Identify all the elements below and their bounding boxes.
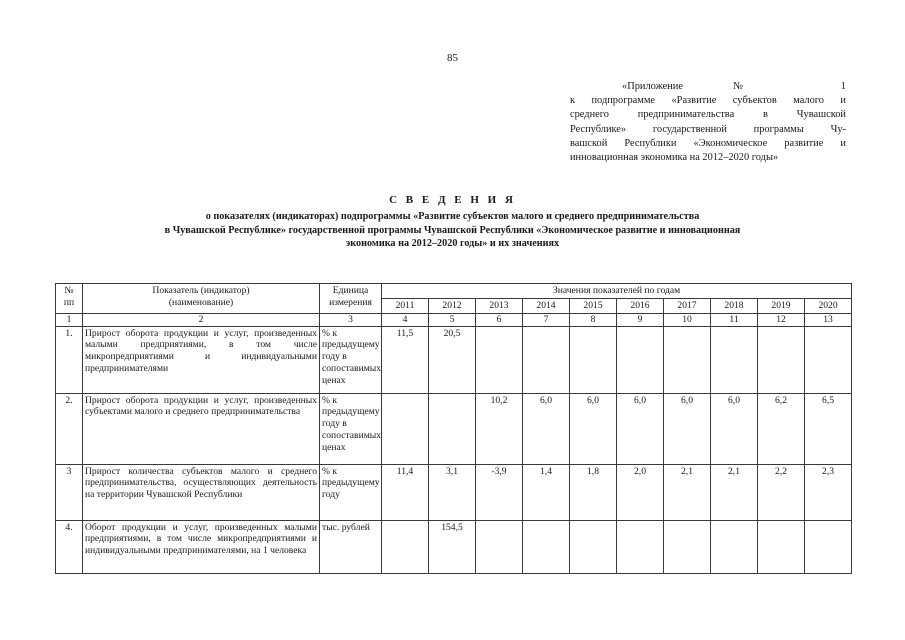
document-title: С В Е Д Е Н И Я: [389, 194, 516, 206]
header-indicator-line: Показатель (индикатор): [152, 285, 250, 296]
header-year: 2014: [523, 298, 570, 313]
table-body: [56, 284, 852, 574]
subtitle-line: о показателях (индикаторах) подпрограммы «Развитие субъектов малого и среднего предпринимательства: [205, 211, 700, 222]
indicator-value: [758, 326, 805, 393]
indicator-value: [805, 520, 852, 573]
indicator-value: [617, 326, 664, 393]
column-number: 11: [711, 313, 758, 326]
unit-of-measure: тыс. рублей: [320, 520, 382, 573]
table-row: [56, 464, 852, 520]
indicator-value: [476, 326, 523, 393]
appendix-line: к подпрограмме «Развитие субъектов малого и: [570, 95, 846, 107]
unit-of-measure: % к предыдущему году: [320, 464, 382, 520]
column-number: 4: [382, 313, 429, 326]
unit-of-measure: % к предыдущему году в сопоставимых ценах: [320, 393, 382, 464]
indicator-value: 6,5: [805, 393, 852, 464]
indicator-value: [523, 520, 570, 573]
row-number: 1.: [56, 326, 83, 393]
indicator-value: [758, 520, 805, 573]
header-unit-line: измерения: [329, 296, 372, 308]
page-number: 85: [447, 52, 458, 64]
header-year: 2015: [570, 298, 617, 313]
indicator-value: [570, 520, 617, 573]
indicator-value: 2,1: [711, 464, 758, 520]
indicator-value: 1,8: [570, 464, 617, 520]
header-year: 2013: [476, 298, 523, 313]
indicator-value: 20,5: [429, 326, 476, 393]
column-number: 13: [805, 313, 852, 326]
row-number: 3: [56, 464, 83, 520]
header-year: 2017: [664, 298, 711, 313]
table-row: [56, 326, 852, 393]
column-number: 1: [56, 313, 83, 326]
indicator-value: [805, 326, 852, 393]
indicator-value: [476, 520, 523, 573]
indicator-value: -3,9: [476, 464, 523, 520]
indicator-value: 2,3: [805, 464, 852, 520]
indicator-value: 6,0: [711, 393, 758, 464]
column-number: 2: [83, 313, 320, 326]
indicator-value: 6,0: [664, 393, 711, 464]
header-indicator-line: (наименование): [168, 296, 234, 308]
appendix-line: Республике» государственной программы Чу-: [570, 123, 846, 135]
indicator-value: 2,2: [758, 464, 805, 520]
indicator-name: Прирост оборота продукции и услуг, произведенных малыми предприятиями, в том числе микропредприятиями и индивидуальными предпринимателями: [83, 326, 320, 393]
header-unit-line: Единица: [332, 285, 369, 296]
indicator-name: Оборот продукции и услуг, произведенных малыми предприятиями, в том числе микропредприятиями и индивидуальными предпринимателями, на 1 человека: [83, 520, 320, 573]
indicator-value: 6,0: [523, 393, 570, 464]
column-number: 8: [570, 313, 617, 326]
indicator-value: [382, 520, 429, 573]
indicator-value: 3,1: [429, 464, 476, 520]
indicator-value: [570, 326, 617, 393]
indicator-value: 2,0: [617, 464, 664, 520]
indicator-value: 11,5: [382, 326, 429, 393]
indicator-value: [711, 326, 758, 393]
indicator-value: [617, 520, 664, 573]
column-number: 6: [476, 313, 523, 326]
indicators-table: [55, 283, 852, 574]
column-number: 5: [429, 313, 476, 326]
appendix-note: [570, 80, 846, 165]
indicator-value: 1,4: [523, 464, 570, 520]
indicator-value: [711, 520, 758, 573]
indicator-value: 6,0: [617, 393, 664, 464]
table-row: [56, 393, 852, 464]
column-number: 3: [320, 313, 382, 326]
column-number: 12: [758, 313, 805, 326]
column-number: 10: [664, 313, 711, 326]
subtitle-line: экономика на 2012–2020 годы» и их значениях: [345, 238, 560, 250]
indicator-value: [523, 326, 570, 393]
header-num-line: №: [64, 285, 74, 296]
row-number: 2.: [56, 393, 83, 464]
appendix-line: вашской Республики «Экономическое развитие и: [570, 137, 846, 149]
header-year: 2012: [429, 298, 476, 313]
header-values-group: Значения показателей по годам: [382, 284, 852, 299]
indicator-value: 6,2: [758, 393, 805, 464]
header-year: 2019: [758, 298, 805, 313]
indicator-value: 2,1: [664, 464, 711, 520]
header-year: 2016: [617, 298, 664, 313]
appendix-line: инновационная экономика на 2012–2020 годы»: [570, 152, 779, 164]
indicator-value: 6,0: [570, 393, 617, 464]
header-row: [56, 284, 852, 299]
table-row: [56, 520, 852, 573]
document-subtitle: [70, 210, 835, 251]
column-number: 7: [523, 313, 570, 326]
appendix-line: «Приложение № 1: [622, 81, 846, 92]
column-numbers-row: [56, 313, 852, 326]
header-num-line: пп: [63, 296, 75, 308]
indicator-value: [429, 393, 476, 464]
indicator-name: Прирост оборота продукции и услуг, произведенных субъектами малого и среднего предпринимательства: [83, 393, 320, 464]
header-unit: [320, 284, 382, 314]
indicator-value: 10,2: [476, 393, 523, 464]
indicator-value: [382, 393, 429, 464]
header-year: 2020: [805, 298, 852, 313]
row-number: 4.: [56, 520, 83, 573]
header-year: 2011: [382, 298, 429, 313]
subtitle-line: в Чувашской Республике» государственной программы Чувашской Республики «Экономическое развитие и инновационная: [164, 224, 741, 236]
indicator-value: 154,5: [429, 520, 476, 573]
indicator-value: [664, 326, 711, 393]
indicator-value: [664, 520, 711, 573]
indicator-name: Прирост количества субъектов малого и среднего предпринимательства, осуществляющих деятельность на территории Чувашской Республики: [83, 464, 320, 520]
column-number: 9: [617, 313, 664, 326]
indicator-value: 11,4: [382, 464, 429, 520]
header-year: 2018: [711, 298, 758, 313]
appendix-line: среднего предпринимательства в Чувашской: [570, 109, 846, 121]
header-indicator: [83, 284, 320, 314]
header-num: [56, 284, 83, 314]
unit-of-measure: % к предыдущему году в сопоставимых ценах: [320, 326, 382, 393]
